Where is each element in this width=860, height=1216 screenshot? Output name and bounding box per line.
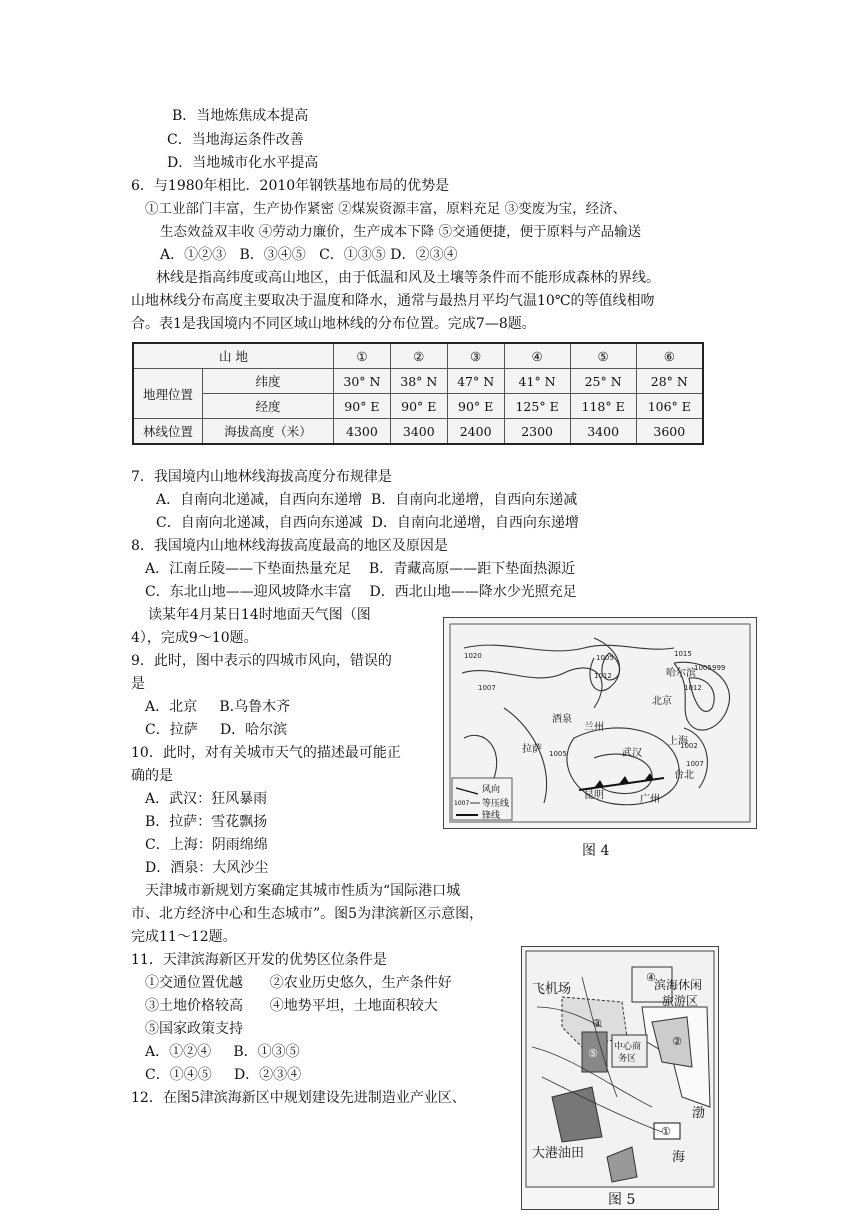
weather-map-svg xyxy=(444,618,756,828)
table-col-4: ④ xyxy=(504,343,570,369)
isobar-label: 1005 xyxy=(694,664,712,672)
table-cell: 106° E xyxy=(636,394,703,419)
table-alt-label: 海拔高度（米） xyxy=(203,419,334,445)
table-row-longitude xyxy=(133,394,703,419)
table-cell: 2300 xyxy=(504,419,570,445)
q7-options-ab: A．自南向北递减，自西向东递增 B．自南向北递增，自西向东递减 xyxy=(156,492,578,508)
q10-option-d: D．酒泉：大风沙尘 xyxy=(145,860,269,876)
q6-stem: 6．与1980年相比．2010年钢铁基地布局的优势是 xyxy=(131,178,450,194)
label-area-2: ② xyxy=(672,1035,682,1048)
table-cell: 3600 xyxy=(636,419,703,445)
city-shanghai: 上海 xyxy=(668,736,688,747)
q9-stem-line1: 9．此时，图中表示的四城市风向，错误的 xyxy=(131,653,392,669)
q10-option-b: B．拉萨：雪花飘扬 xyxy=(145,814,268,830)
table-row-latitude xyxy=(133,369,703,394)
q8-options-ab: A．江南丘陵——下垫面热量充足 B．青藏高原——距下垫面热源近 xyxy=(145,561,576,577)
table-geo-label: 地理位置 xyxy=(133,369,203,419)
isobar-label: 1020 xyxy=(464,652,482,660)
table-cell: 41° N xyxy=(504,369,570,394)
q9-options-ab: A．北京 B.乌鲁木齐 xyxy=(145,699,291,715)
table-cell: 3400 xyxy=(390,419,447,445)
q5-option-c: C．当地海运条件改善 xyxy=(167,132,304,148)
q10-stem-line2: 确的是 xyxy=(131,768,173,784)
isobar-label: 1005 xyxy=(549,750,567,758)
table-header-mountain: 山 地 xyxy=(133,343,334,369)
isobar-label: 999 xyxy=(712,664,726,672)
intro-9-10-line1: 读某年4月某日14时地面天气图（图 xyxy=(148,607,371,623)
table-header-row xyxy=(133,343,703,369)
legend-front: 锋线 xyxy=(482,811,501,821)
table-treeline-label: 林线位置 xyxy=(133,419,203,445)
figure-4-weather-map xyxy=(443,617,757,829)
q9-options-cd: C．拉萨 D．哈尔滨 xyxy=(145,722,288,738)
table-col-6: ⑥ xyxy=(636,343,703,369)
q6-choices: A．①②③ B．③④⑤ C．①③⑤ D．②③④ xyxy=(160,247,458,263)
table-row-altitude xyxy=(133,419,703,445)
label-bo: 渤 xyxy=(692,1106,706,1121)
figure-5-caption: 图 5 xyxy=(608,1192,636,1208)
city-wuhan: 武汉 xyxy=(622,748,642,759)
q12-stem: 12．在图5津滨海新区中规划建设先进制造业产业区、 xyxy=(131,1090,466,1106)
label-area-4: ④ xyxy=(646,971,656,984)
figure-4-caption: 图 4 xyxy=(582,843,610,859)
label-airport: 飞机场 xyxy=(532,982,572,997)
table-cell: 90° E xyxy=(334,394,391,419)
city-lanzhou: 兰州 xyxy=(584,722,604,733)
legend-isobar: 等压线 xyxy=(482,799,510,809)
table-cell: 90° E xyxy=(390,394,447,419)
city-haerbin: 哈尔滨 xyxy=(666,668,696,679)
table-cell: 3400 xyxy=(570,419,636,445)
table-lat-label: 纬度 xyxy=(203,369,334,394)
table-cell: 125° E xyxy=(504,394,570,419)
isobar-label: 1005 xyxy=(596,654,614,662)
label-resort-line2: 旅游区 xyxy=(662,994,699,1008)
q8-stem: 8．我国境内山地林线海拔高度最高的地区及原因是 xyxy=(131,538,448,554)
label-sea: 海 xyxy=(672,1150,686,1165)
table-col-1: ① xyxy=(334,343,391,369)
q5-option-b: B．当地炼焦成本提高 xyxy=(172,108,309,124)
label-cbd-line1: 中心商 xyxy=(614,1042,642,1052)
label-area-5: ⑤ xyxy=(588,1047,598,1060)
q11-stem: 11．天津滨海新区开发的优势区位条件是 xyxy=(131,952,387,968)
q10-option-a: A．武汉：狂风暴雨 xyxy=(145,791,268,807)
city-lasa: 拉萨 xyxy=(522,744,542,755)
q10-stem-line1: 10．此时，对有关城市天气的描述最可能正 xyxy=(131,745,401,761)
city-taibei: 台北 xyxy=(674,770,694,781)
legend-isobar-sample: 1007 xyxy=(454,800,470,807)
table-cell: 90° E xyxy=(447,394,504,419)
label-cbd-line2: 务区 xyxy=(618,1054,637,1064)
q6-items-line1: ①工业部门丰富，生产协作紧密 ②煤炭资源丰富，原料充足 ③变废为宝，经济、 xyxy=(145,201,627,217)
isobar-label: 1012 xyxy=(684,684,702,692)
table-col-3: ③ xyxy=(447,343,504,369)
isobar-label: 1015 xyxy=(674,650,692,658)
isobar-label: 1007 xyxy=(686,760,704,768)
intro-7-8-line2: 山地林线分布高度主要取决于温度和降水，通常与最热月平均气温10℃的等值线相吻 xyxy=(131,293,655,309)
table-cell: 38° N xyxy=(390,369,447,394)
isobar-label: 1007 xyxy=(478,684,496,692)
table-cell: 30° N xyxy=(334,369,391,394)
label-resort-line1: 滨海休闲 xyxy=(654,978,703,992)
city-guangzhou: 广州 xyxy=(640,794,660,805)
q6-items-line2: 生态效益双丰收 ④劳动力廉价，生产成本下降 ⑤交通便捷，便于原料与产品输送 xyxy=(160,224,642,240)
table-cell: 118° E xyxy=(570,394,636,419)
intro-11-12-line3: 完成11～12题。 xyxy=(131,929,237,945)
legend xyxy=(452,778,512,821)
city-kunming: 昆明 xyxy=(584,790,604,801)
table-lon-label: 经度 xyxy=(203,394,334,419)
intro-7-8-line1: 林线是指高纬度或高山地区，由于低温和风及土壤等条件而不能形成森林的界线。 xyxy=(156,270,660,286)
intro-11-12-line1: 天津城市新规划方案确定其城市性质为“国际港口城 xyxy=(145,883,461,899)
q9-stem-line2: 是 xyxy=(131,676,145,692)
q7-options-cd: C．自南向北递减，自西向东递减 D．自南向北递增，自西向东递增 xyxy=(156,515,579,531)
isobar-label: 1002 xyxy=(680,742,698,750)
label-area-1: ① xyxy=(661,1125,671,1138)
table-cell: 4300 xyxy=(334,419,391,445)
city-beijing: 北京 xyxy=(652,696,672,707)
table-col-5: ⑤ xyxy=(570,343,636,369)
label-area-3: ③ xyxy=(592,1017,602,1030)
table-cell: 2400 xyxy=(447,419,504,445)
city-jiuquan: 酒泉 xyxy=(552,714,572,725)
label-oilfield: 大港油田 xyxy=(532,1146,585,1161)
q11-items-3: ⑤国家政策支持 xyxy=(145,1021,243,1037)
table-cell: 25° N xyxy=(570,369,636,394)
q11-options-ab: A．①②④ B．①③⑤ xyxy=(145,1044,300,1060)
q8-options-cd: C．东北山地——迎风坡降水丰富 D．西北山地——降水少光照充足 xyxy=(145,584,577,600)
binhai-map-svg xyxy=(522,947,718,1209)
table-col-2: ② xyxy=(390,343,447,369)
q5-option-d: D．当地城市化水平提高 xyxy=(167,155,319,171)
figure-5-binhai-map xyxy=(521,946,719,1210)
isobar-label: 1012 xyxy=(594,672,612,680)
legend-wind: 风向 xyxy=(482,785,501,795)
q11-options-cd: C．①④⑤ D．②③④ xyxy=(145,1067,302,1083)
q11-items-2: ③土地价格较高 ④地势平坦，土地面积较大 xyxy=(145,998,438,1014)
table-cell: 28° N xyxy=(636,369,703,394)
q10-option-c: C．上海：阴雨绵绵 xyxy=(145,837,268,853)
q11-items-1: ①交通位置优越 ②农业历史悠久，生产条件好 xyxy=(145,975,452,991)
intro-11-12-line2: 市、北方经济中心和生态城市”。图5为津滨新区示意图， xyxy=(131,906,484,922)
intro-9-10-line2: 4），完成9～10题。 xyxy=(131,630,258,646)
q7-stem: 7．我国境内山地林线海拔高度分布规律是 xyxy=(131,469,392,485)
intro-7-8-line3: 合。表1是我国境内不同区域山地林线的分布位置。完成7—8题。 xyxy=(131,316,536,332)
table-1-treeline xyxy=(132,342,704,445)
table-cell: 47° N xyxy=(447,369,504,394)
